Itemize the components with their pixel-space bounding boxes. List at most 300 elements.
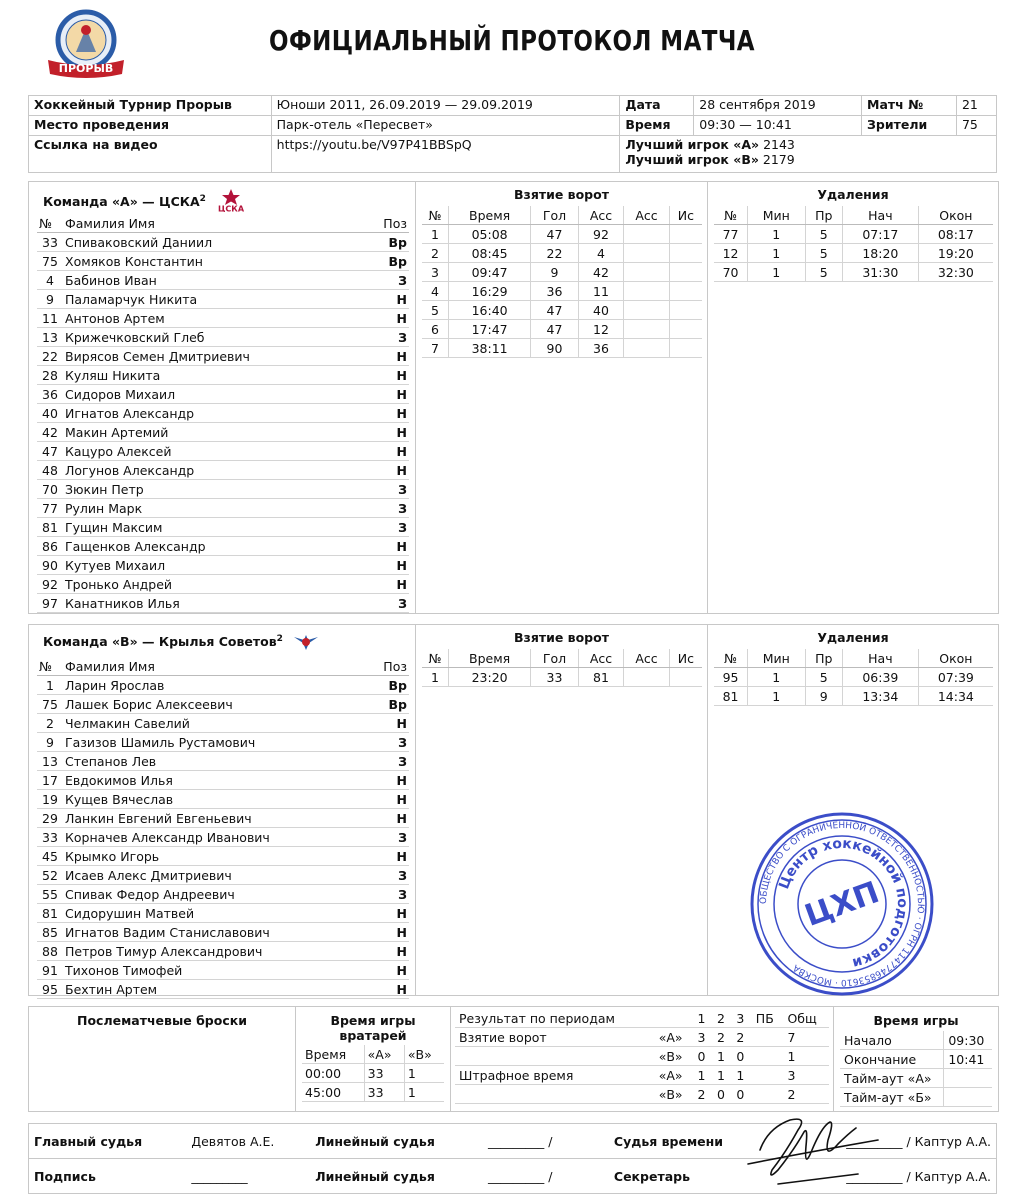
result-row-cell: «В» [655, 1085, 694, 1104]
player-number: 40 [37, 404, 63, 423]
team-b-title: Команда «В» — Крылья Советов [43, 634, 277, 649]
penalty-row [714, 244, 993, 263]
team-a-name [43, 188, 246, 212]
result-row-cell: 0 [713, 1085, 732, 1104]
goalie-row [302, 1083, 444, 1102]
penalty-row [714, 668, 993, 687]
player-number: 33 [37, 233, 63, 252]
result-row-cell: 7 [783, 1028, 829, 1047]
penalties-col-header: Нач [843, 206, 919, 225]
player-row [37, 556, 409, 575]
penalty-row-cell: 77 [714, 225, 748, 244]
goalie-time-section [296, 1007, 451, 1111]
date-label: Дата [620, 96, 694, 116]
svg-text:Центр хоккейной подготовки: Центр хоккейной подготовки [776, 835, 911, 971]
player-row [37, 309, 409, 328]
player-name: Зюкин Петр [63, 480, 377, 499]
goal-row-cell: 1 [422, 225, 448, 244]
goal-row-cell: 42 [578, 263, 624, 282]
team-b-roster-table [37, 657, 409, 999]
player-row [37, 809, 409, 828]
goal-row-cell: 23:20 [448, 668, 530, 687]
penalty-row-cell: 07:17 [843, 225, 919, 244]
game-time-row-cell [944, 1069, 992, 1088]
goals-col-header: Ис [669, 206, 702, 225]
main-ref-value: Девятов А.Е. [186, 1124, 310, 1159]
match-summary [28, 1006, 999, 1112]
player-row [37, 752, 409, 771]
player-number: 19 [37, 790, 63, 809]
player-name: Игнатов Вадим Станиславович [63, 923, 377, 942]
player-name: Тронько Андрей [63, 575, 377, 594]
player-number: 48 [37, 461, 63, 480]
goal-row-cell: 7 [422, 339, 448, 358]
result-col-header: 3 [732, 1009, 751, 1028]
goal-row-cell: 4 [422, 282, 448, 301]
video-label: Ссылка на видео [29, 136, 272, 173]
penalty-row-cell: 32:30 [918, 263, 993, 282]
svg-text:ЦХП: ЦХП [800, 875, 884, 934]
player-name: Степанов Лев [63, 752, 377, 771]
game-time-section [834, 1007, 998, 1111]
player-number: 22 [37, 347, 63, 366]
player-number: 95 [37, 980, 63, 999]
player-name: Лашек Борис Алексеевич [63, 695, 377, 714]
player-position: Н [377, 404, 409, 423]
game-time-row-cell: 09:30 [944, 1031, 992, 1050]
player-name: Бабинов Иван [63, 271, 377, 290]
player-number: 81 [37, 904, 63, 923]
result-col-header: Результат по периодам [455, 1009, 655, 1028]
venue-label: Место проведения [29, 116, 272, 136]
goalie-row-cell: 33 [364, 1064, 404, 1083]
penalty-row-cell: 18:20 [843, 244, 919, 263]
result-col-header: ПБ [752, 1009, 784, 1028]
player-row [37, 866, 409, 885]
player-position: Н [377, 714, 409, 733]
svg-text:ОБЩЕСТВО С ОГРАНИЧЕННОЙ ОТВЕТС: ОБЩЕСТВО С ОГРАНИЧЕННОЙ ОТВЕТСТВЕННОСТЬЮ · ОГРН 1147746853610 · МОСКВА [758, 820, 926, 988]
line-ref2-label: Линейный судья [310, 1159, 483, 1194]
game-time-row [840, 1050, 992, 1069]
player-row [37, 537, 409, 556]
player-position: Н [377, 771, 409, 790]
player-position: Н [377, 790, 409, 809]
result-col-header: Общ [783, 1009, 829, 1028]
player-name: Паламарчук Никита [63, 290, 377, 309]
date-value: 28 сентября 2019 [694, 96, 862, 116]
goalie-col-header: «А» [364, 1045, 404, 1064]
goal-row [422, 244, 702, 263]
penalty-row-cell: 14:34 [918, 687, 993, 706]
goal-row-cell [624, 263, 670, 282]
game-time-row-cell: 10:41 [944, 1050, 992, 1069]
best-b-label: Лучший игрок «В» [625, 152, 759, 167]
player-position: Н [377, 961, 409, 980]
penalties-col-header: № [714, 206, 748, 225]
player-row [37, 233, 409, 252]
svg-text:ЦСКА: ЦСКА [218, 204, 245, 212]
player-row [37, 252, 409, 271]
penalty-row-cell: 13:34 [843, 687, 919, 706]
player-row [37, 676, 409, 695]
goals-col-header: Ис [669, 649, 702, 668]
player-number: 13 [37, 328, 63, 347]
goalie-row-cell: 33 [364, 1083, 404, 1102]
goals-col-header: № [422, 649, 448, 668]
goals-col-header: Асс [624, 649, 670, 668]
player-position: Н [377, 904, 409, 923]
result-row-cell: 1 [783, 1047, 829, 1066]
goal-row-cell: 33 [531, 668, 578, 687]
team-b-sup: 2 [276, 633, 283, 644]
svg-text:ПРОРЫВ: ПРОРЫВ [58, 62, 114, 75]
player-row [37, 847, 409, 866]
goal-row-cell: 90 [531, 339, 578, 358]
player-row [37, 904, 409, 923]
penalty-row [714, 687, 993, 706]
player-number: 29 [37, 809, 63, 828]
line-ref2-value: _________ / [483, 1159, 609, 1194]
player-position: Н [377, 556, 409, 575]
goals-col-header: Асс [624, 206, 670, 225]
player-position: Н [377, 385, 409, 404]
result-row-cell: 1 [713, 1066, 732, 1085]
goal-row-cell: 11 [578, 282, 624, 301]
goal-row-cell [669, 339, 702, 358]
player-number: 86 [37, 537, 63, 556]
penalties-col-header: Окон [918, 206, 993, 225]
penalty-row-cell: 06:39 [843, 668, 919, 687]
goal-row-cell [624, 301, 670, 320]
team-a-goals-table [422, 206, 702, 358]
result-col-header: 1 [694, 1009, 713, 1028]
player-position: Вр [377, 695, 409, 714]
goal-row-cell: 36 [531, 282, 578, 301]
player-name: Кацуро Алексей [63, 442, 377, 461]
goal-row-cell: 17:47 [448, 320, 530, 339]
player-position: Н [377, 980, 409, 999]
best-a-label: Лучший игрок «А» [625, 137, 760, 152]
game-time-row [840, 1088, 992, 1107]
result-row [455, 1066, 829, 1085]
player-number: 13 [37, 752, 63, 771]
player-position: З [377, 594, 409, 613]
player-position: З [377, 480, 409, 499]
player-row [37, 790, 409, 809]
player-number: 1 [37, 676, 63, 695]
goal-row-cell [669, 320, 702, 339]
player-row [37, 423, 409, 442]
player-name: Ланкин Евгений Евгеньевич [63, 809, 377, 828]
player-name: Исаев Алекс Дмитриевич [63, 866, 377, 885]
col-pos: Поз [377, 657, 409, 676]
team-a-goals [416, 182, 708, 613]
team-a-sup: 2 [199, 193, 206, 204]
cska-emblem-icon [216, 188, 246, 212]
game-time-row [840, 1031, 992, 1050]
player-name: Тихонов Тимофей [63, 961, 377, 980]
result-row-cell: 0 [732, 1047, 751, 1066]
game-time-row-cell: Тайм-аут «Б» [840, 1088, 944, 1107]
goalie-row [302, 1064, 444, 1083]
result-row [455, 1085, 829, 1104]
penalty-row-cell: 1 [748, 225, 805, 244]
match-value: 21 [956, 96, 996, 116]
goal-row [422, 301, 702, 320]
result-row-cell: 3 [783, 1066, 829, 1085]
player-name: Вирясов Семен Дмитриевич [63, 347, 377, 366]
player-row [37, 404, 409, 423]
team-a-penalties-title: Удаления [817, 187, 889, 202]
player-position: З [377, 499, 409, 518]
team-b-goals-title: Взятие ворот [514, 630, 609, 645]
result-row-cell: «А» [655, 1066, 694, 1085]
player-number: 33 [37, 828, 63, 847]
period-results-table [455, 1009, 829, 1104]
goalie-time-title: Время игры вратарей [330, 1013, 416, 1043]
result-col-header [655, 1009, 694, 1028]
time-label: Время [620, 116, 694, 136]
goal-row [422, 320, 702, 339]
col-num: № [37, 214, 63, 233]
goal-row-cell: 12 [578, 320, 624, 339]
player-position: Н [377, 442, 409, 461]
result-row-cell [752, 1047, 784, 1066]
team-b-penalties-title: Удаления [817, 630, 889, 645]
player-number: 55 [37, 885, 63, 904]
spectators-value: 75 [956, 116, 996, 136]
player-position: З [377, 733, 409, 752]
penalty-row-cell: 12 [714, 244, 748, 263]
team-b-name [43, 631, 319, 651]
shootout-title: Послематчевые броски [76, 1013, 247, 1028]
player-name: Спиваковский Даниил [63, 233, 377, 252]
player-row [37, 366, 409, 385]
krylya-emblem-icon [293, 631, 319, 651]
time-value: 09:30 — 10:41 [694, 116, 862, 136]
player-name: Бехтин Артем [63, 980, 377, 999]
sign-value: _________ [186, 1159, 310, 1194]
goal-row-cell [624, 668, 670, 687]
result-row-cell: Штрафное время [455, 1066, 655, 1085]
player-name: Кутуев Михаил [63, 556, 377, 575]
result-row-cell: 1 [713, 1047, 732, 1066]
player-number: 81 [37, 518, 63, 537]
goalie-col-header: «В» [404, 1045, 444, 1064]
goal-row-cell [624, 320, 670, 339]
player-name: Ларин Ярослав [63, 676, 377, 695]
result-row-cell: 2 [783, 1085, 829, 1104]
goalie-col-header: Время [302, 1045, 364, 1064]
timekeeper-label: Судья времени [609, 1124, 737, 1159]
best-players [620, 136, 997, 173]
player-number: 52 [37, 866, 63, 885]
player-position: Н [377, 923, 409, 942]
player-name: Логунов Александр [63, 461, 377, 480]
player-row [37, 885, 409, 904]
goal-row-cell: 08:45 [448, 244, 530, 263]
player-position: Н [377, 575, 409, 594]
team-a-title: Команда «А» — ЦСКА [43, 194, 200, 209]
result-row-cell: 0 [694, 1047, 713, 1066]
team-b-goals-table [422, 649, 702, 687]
player-name: Газизов Шамиль Рустамович [63, 733, 377, 752]
team-b-roster [29, 625, 416, 995]
result-row-cell: 0 [732, 1085, 751, 1104]
player-row [37, 733, 409, 752]
penalties-col-header: Пр [805, 649, 843, 668]
result-row-cell [752, 1028, 784, 1047]
goals-col-header: Гол [531, 206, 578, 225]
player-name: Канатников Илья [63, 594, 377, 613]
goal-row [422, 668, 702, 687]
player-name: Спивак Федор Андреевич [63, 885, 377, 904]
match-label: Матч № [862, 96, 957, 116]
col-name: Фамилия Имя [63, 657, 377, 676]
penalty-row-cell: 5 [805, 263, 843, 282]
player-name: Челмакин Савелий [63, 714, 377, 733]
penalties-col-header: Пр [805, 206, 843, 225]
penalties-col-header: № [714, 649, 748, 668]
goal-row [422, 339, 702, 358]
signature [738, 1110, 888, 1192]
team-b-penalties-table [714, 649, 993, 706]
penalty-row-cell: 5 [805, 225, 843, 244]
shootout-section [29, 1007, 296, 1111]
result-row-cell: «А» [655, 1028, 694, 1047]
player-position: Н [377, 290, 409, 309]
game-time-table [840, 1031, 992, 1107]
player-position: Н [377, 847, 409, 866]
result-row-cell: Взятие ворот [455, 1028, 655, 1047]
player-row [37, 828, 409, 847]
player-name: Сидорушин Матвей [63, 904, 377, 923]
player-number: 11 [37, 309, 63, 328]
penalty-row-cell: 19:20 [918, 244, 993, 263]
goal-row-cell [669, 668, 702, 687]
player-name: Рулин Марк [63, 499, 377, 518]
col-pos: Поз [377, 214, 409, 233]
player-number: 9 [37, 290, 63, 309]
result-row-cell: 3 [694, 1028, 713, 1047]
player-row [37, 961, 409, 980]
goal-row-cell: 2 [422, 244, 448, 263]
player-position: Н [377, 537, 409, 556]
player-row [37, 328, 409, 347]
goal-row-cell: 3 [422, 263, 448, 282]
player-number: 88 [37, 942, 63, 961]
player-position: З [377, 518, 409, 537]
video-link[interactable]: https://youtu.be/V97P41BBSpQ [271, 136, 620, 173]
player-position: Вр [377, 252, 409, 271]
penalty-row-cell: 81 [714, 687, 748, 706]
company-stamp [748, 810, 936, 998]
secretary-value: _________ / Каптур А.А. [737, 1159, 997, 1194]
player-row [37, 942, 409, 961]
player-position: Вр [377, 676, 409, 695]
goalie-row-cell: 00:00 [302, 1064, 364, 1083]
goal-row-cell: 40 [578, 301, 624, 320]
player-number: 91 [37, 961, 63, 980]
penalty-row-cell: 5 [805, 244, 843, 263]
best-b-value: 2179 [762, 152, 795, 167]
player-position: З [377, 828, 409, 847]
player-row [37, 518, 409, 537]
goal-row-cell [669, 244, 702, 263]
goals-col-header: Время [448, 649, 530, 668]
main-ref-label: Главный судья [29, 1124, 187, 1159]
goal-row [422, 263, 702, 282]
team-a-roster [29, 182, 416, 613]
player-name: Петров Тимур Александрович [63, 942, 377, 961]
goal-row-cell [624, 282, 670, 301]
goal-row-cell: 47 [531, 225, 578, 244]
best-a-value: 2143 [763, 137, 795, 152]
goal-row-cell: 22 [531, 244, 578, 263]
player-number: 45 [37, 847, 63, 866]
penalty-row-cell: 95 [714, 668, 748, 687]
line-ref-value: _________ / [483, 1124, 609, 1159]
goal-row-cell: 36 [578, 339, 624, 358]
player-name: Гащенков Александр [63, 537, 377, 556]
goals-col-header: Гол [531, 649, 578, 668]
player-name: Кущев Вячеслав [63, 790, 377, 809]
player-position: Н [377, 309, 409, 328]
penalty-row-cell: 1 [748, 668, 805, 687]
player-row [37, 980, 409, 999]
player-position: Н [377, 347, 409, 366]
goal-row-cell: 47 [531, 320, 578, 339]
game-time-row [840, 1069, 992, 1088]
player-number: 75 [37, 252, 63, 271]
goalie-row-cell: 1 [404, 1064, 444, 1083]
team-a-penalties-table [714, 206, 993, 282]
player-number: 47 [37, 442, 63, 461]
player-number: 42 [37, 423, 63, 442]
goalie-row-cell: 45:00 [302, 1083, 364, 1102]
goals-col-header: Время [448, 206, 530, 225]
goal-row [422, 282, 702, 301]
spectators-label: Зрители [862, 116, 957, 136]
result-row-cell: 1 [694, 1066, 713, 1085]
line-ref-label: Линейный судья [310, 1124, 483, 1159]
player-position: Н [377, 461, 409, 480]
team-a-goals-title: Взятие ворот [514, 187, 609, 202]
player-row [37, 695, 409, 714]
player-row [37, 442, 409, 461]
player-number: 85 [37, 923, 63, 942]
team-a-penalties [708, 182, 998, 613]
player-position: Н [377, 942, 409, 961]
player-row [37, 714, 409, 733]
penalty-row-cell: 1 [748, 687, 805, 706]
game-time-row-cell: Окончание [840, 1050, 944, 1069]
player-row [37, 461, 409, 480]
secretary-label: Секретарь [609, 1159, 737, 1194]
penalties-col-header: Нач [843, 649, 919, 668]
player-number: 36 [37, 385, 63, 404]
goal-row-cell [624, 225, 670, 244]
player-row [37, 594, 409, 613]
player-name: Гущин Максим [63, 518, 377, 537]
team-a-roster-table [37, 214, 409, 613]
penalty-row-cell: 08:17 [918, 225, 993, 244]
result-row-cell [455, 1047, 655, 1066]
result-row-cell: 1 [732, 1066, 751, 1085]
result-col-header: 2 [713, 1009, 732, 1028]
player-number: 9 [37, 733, 63, 752]
venue-value: Парк-отель «Пересвет» [271, 116, 620, 136]
